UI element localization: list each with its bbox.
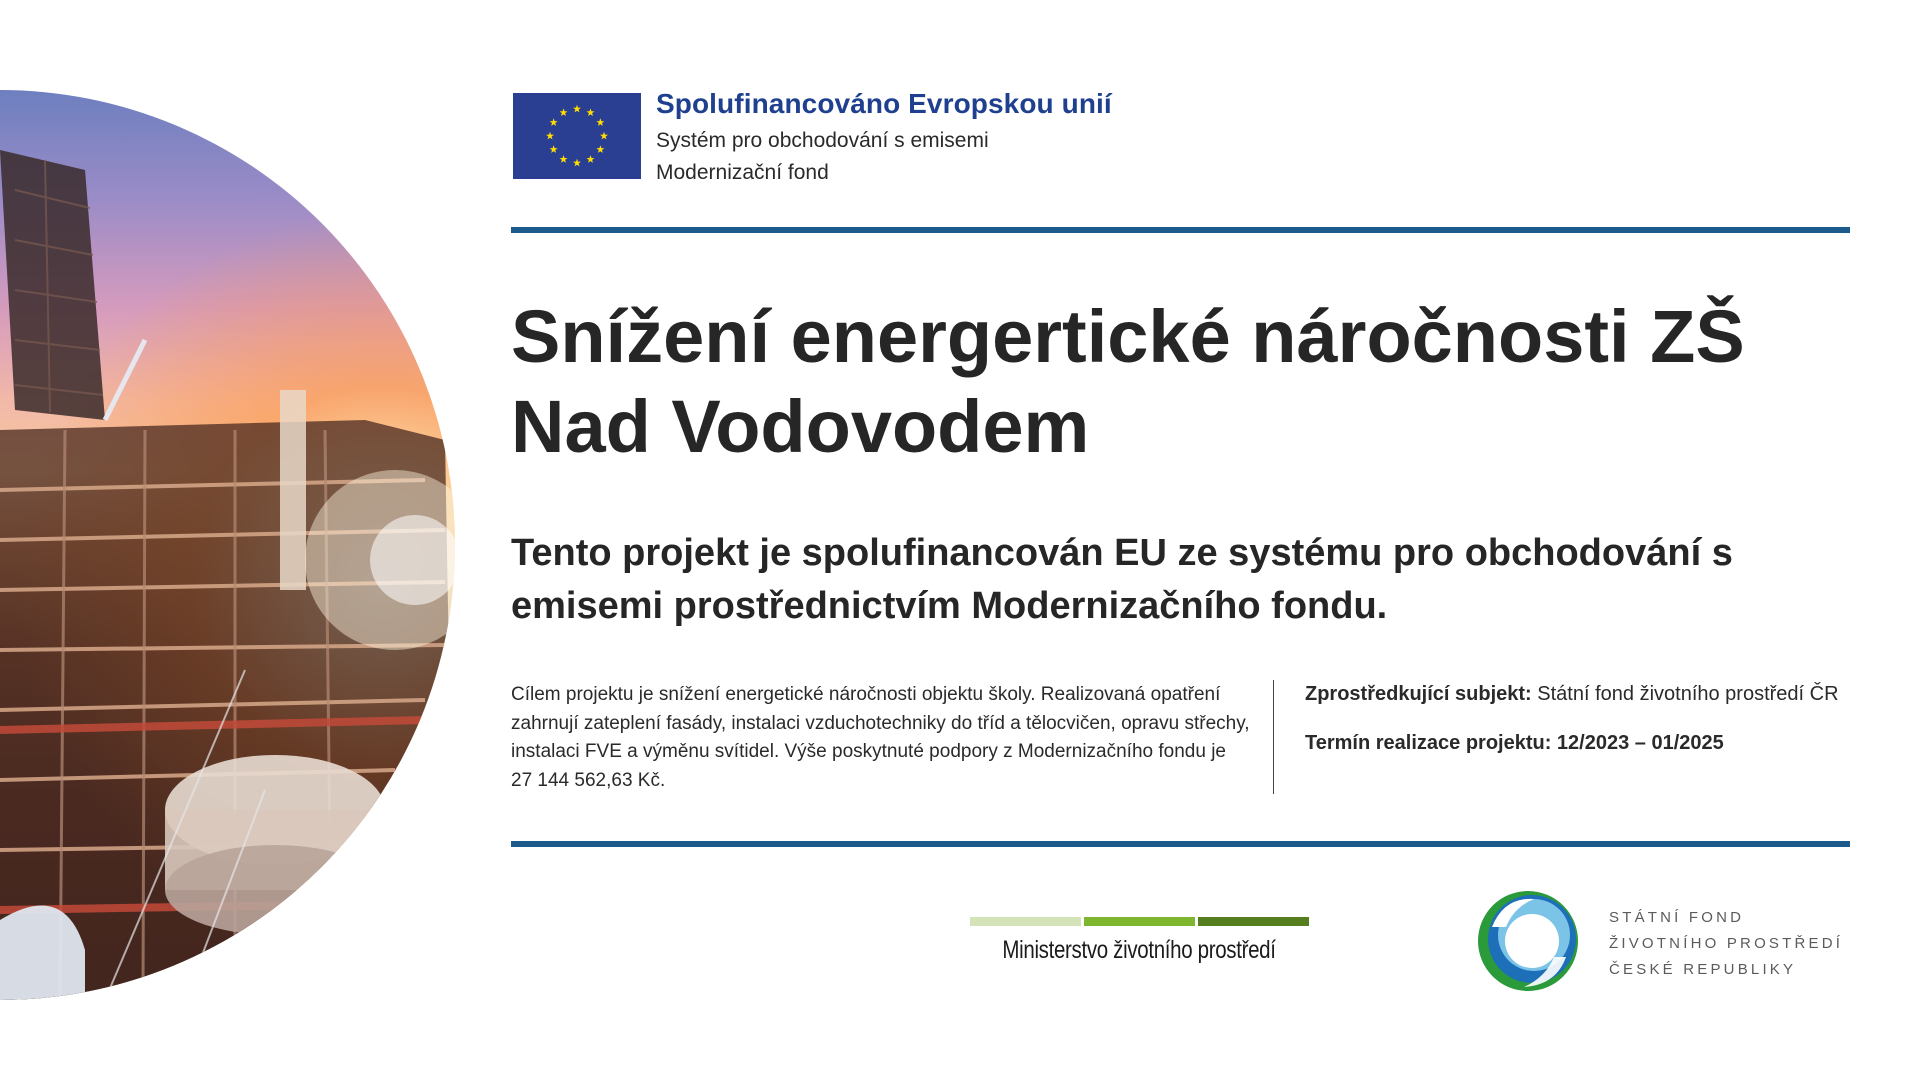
project-term: Termín realizace projektu: 12/2023 – 01/2025 xyxy=(1305,732,1724,754)
eu-flag-icon xyxy=(513,93,641,179)
industrial-plant-photo xyxy=(0,90,455,1000)
intermediary-label: Zprostředkující subjekt: xyxy=(1305,683,1532,705)
eu-star-icon xyxy=(550,145,558,153)
plant-structure-drawing xyxy=(0,90,455,1000)
project-title: Snížení energertické náročnosti ZŠ Nad Vodovodem xyxy=(511,295,1745,468)
eu-star-icon xyxy=(546,132,554,140)
eu-star-icon xyxy=(573,105,581,113)
ministry-bar-mid xyxy=(1084,917,1195,926)
eu-star-icon xyxy=(587,155,595,163)
bottom-divider-rule xyxy=(511,841,1850,847)
eu-star-icon xyxy=(587,108,595,116)
column-divider xyxy=(1273,680,1274,794)
project-description: Cílem projektu je snížení energetické náročnosti objektu školy. Realizovaná opatření zahrnují zateplení fasády, instalaci vzduchotechniky do tříd a tělocvičen, opravu střechy, instalaci FVE a výměnu svítidel. Výše poskytnuté podpory z Modernizačního fondu je 27 144 562,63 Kč. xyxy=(511,684,1250,791)
eu-program-line: Systém pro obchodování s emisemi xyxy=(656,129,989,152)
eu-star-icon xyxy=(596,145,604,153)
sfzp-name-line2: ŽIVOTNÍHO PROSTŘEDÍ xyxy=(1609,935,1844,952)
eu-star-icon xyxy=(573,159,581,167)
intermediary-value: Státní fond životního prostředí ČR xyxy=(1531,683,1839,705)
ministry-name: Ministerstvo životního prostředí xyxy=(1002,936,1276,964)
top-divider-rule xyxy=(511,227,1850,233)
eu-star-icon xyxy=(560,155,568,163)
ministry-bar-dark xyxy=(1198,917,1309,926)
intermediary-info xyxy=(1305,683,1839,706)
ministry-bar-light xyxy=(970,917,1081,926)
eu-cofunding-title: Spolufinancováno Evropskou unií xyxy=(656,88,1112,119)
eu-star-icon xyxy=(560,108,568,116)
eu-stars-icon xyxy=(513,93,641,179)
sfzp-name-line1: STÁTNÍ FOND xyxy=(1609,909,1745,926)
eu-fund-line: Modernizační fond xyxy=(656,161,829,184)
eu-star-icon xyxy=(600,132,608,140)
sfzp-swirl-logo-icon xyxy=(1474,887,1582,995)
eu-star-icon xyxy=(550,118,558,126)
eu-star-icon xyxy=(596,118,604,126)
project-lead: Tento projekt je spolufinancován EU ze systému pro obchodování s emisemi prostřednictvím Modernizačního fondu. xyxy=(511,532,1733,627)
sfzp-name-line3: ČESKÉ REPUBLIKY xyxy=(1609,961,1797,978)
